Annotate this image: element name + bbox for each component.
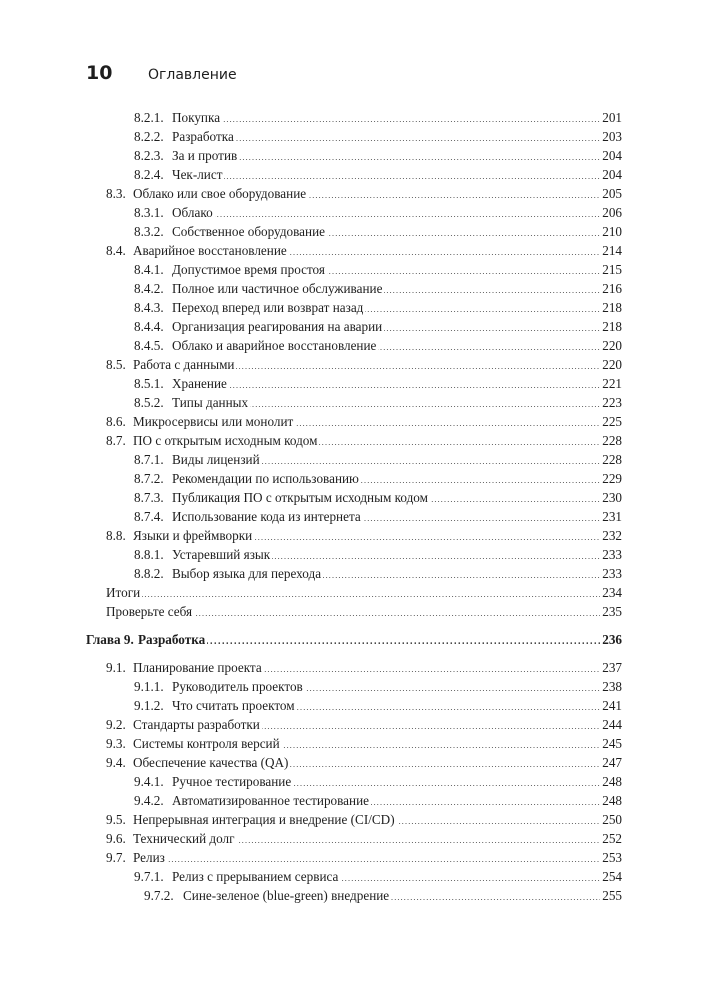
entry-number: 8.8.1.: [134, 547, 164, 562]
leader-dots: [172, 203, 600, 222]
entry-title: ПО с открытым исходным кодом: [133, 433, 318, 448]
leader-dots: [172, 165, 600, 184]
entry-page: 233: [602, 566, 622, 581]
toc-entry[interactable]: [0, 146, 708, 165]
toc-entry[interactable]: [0, 355, 708, 374]
toc-entry[interactable]: [0, 165, 708, 184]
entry-number: 9.7.: [106, 850, 126, 865]
entry-page: 228: [602, 452, 622, 467]
entry-number: 8.3.1.: [134, 205, 164, 220]
entry-page: 228: [602, 433, 622, 448]
entry-title: Итоги: [106, 585, 141, 600]
leader-dots: [106, 583, 600, 602]
entry-title: Ручное тестирование: [172, 774, 292, 789]
leader-dots: [172, 374, 600, 393]
toc-entry[interactable]: [0, 469, 708, 488]
toc-entry[interactable]: [0, 772, 708, 791]
entry-title: Облако и аварийное восстановление: [172, 338, 377, 353]
toc-entry[interactable]: [0, 829, 708, 848]
entry-page: 235: [602, 604, 622, 619]
entry-title: Стандарты разработки: [133, 717, 260, 732]
entry-title: За и против: [172, 148, 238, 163]
toc-entry-self-check[interactable]: [0, 602, 708, 621]
toc-entry[interactable]: [0, 260, 708, 279]
entry-number: 8.7.2.: [134, 471, 164, 486]
entry-number: 8.7.3.: [134, 490, 164, 505]
entry-title: Облако: [172, 205, 213, 220]
entry-title: Что считать проектом: [172, 698, 295, 713]
entry-page: 237: [602, 660, 622, 675]
entry-page: 225: [602, 414, 622, 429]
toc-entry[interactable]: [0, 203, 708, 222]
toc-entry[interactable]: [0, 507, 708, 526]
entry-title: Покупка: [172, 110, 221, 125]
leader-dots: [133, 848, 600, 867]
entry-page: 241: [602, 698, 622, 713]
toc-entry[interactable]: [0, 184, 708, 203]
toc-entry[interactable]: [0, 393, 708, 412]
entry-page: 210: [602, 224, 622, 239]
entry-number: 8.8.2.: [134, 566, 164, 581]
entry-page: 234: [602, 585, 622, 600]
entry-number: 8.8.: [106, 528, 126, 543]
entry-number: 8.4.4.: [134, 319, 164, 334]
entry-title: Непрерывная интеграция и внедрение (CI/CD): [133, 812, 395, 827]
toc-entry[interactable]: [0, 886, 708, 905]
toc-entry[interactable]: [0, 374, 708, 393]
entry-title: Сине-зеленое (blue-green) внедрение: [183, 888, 390, 903]
entry-title: Обеспечение качества (QA): [133, 755, 289, 770]
entry-title: Системы контроля версий: [133, 736, 280, 751]
entry-number: 8.4.1.: [134, 262, 164, 277]
page-number: 10: [86, 62, 113, 84]
entry-number: 8.3.2.: [134, 224, 164, 239]
entry-number: 9.3.: [106, 736, 126, 751]
entry-title: Руководитель проектов: [172, 679, 303, 694]
toc-entry[interactable]: [0, 715, 708, 734]
entry-title: Автоматизированное тестирование: [172, 793, 370, 808]
entry-page: 204: [602, 167, 622, 182]
entry-number: 9.1.: [106, 660, 126, 675]
entry-page: 250: [602, 812, 622, 827]
running-title: Оглавление: [148, 67, 237, 83]
entry-title: Релиз: [133, 850, 165, 865]
entry-page: 254: [602, 869, 622, 884]
entry-page: 220: [602, 338, 622, 353]
entry-page: 245: [602, 736, 622, 751]
entry-page: 206: [602, 205, 622, 220]
entry-page: 247: [602, 755, 622, 770]
leader-dots: [138, 627, 600, 652]
entry-number: 8.6.: [106, 414, 126, 429]
entry-number: 8.7.4.: [134, 509, 164, 524]
entry-number: 8.7.1.: [134, 452, 164, 467]
entry-number: 8.2.4.: [134, 167, 164, 182]
toc-entry[interactable]: [0, 658, 708, 677]
toc-entry[interactable]: [0, 564, 708, 583]
entry-title: Аварийное восстановление: [133, 243, 287, 258]
entry-page: 238: [602, 679, 622, 694]
entry-number: 9.4.: [106, 755, 126, 770]
entry-page: 204: [602, 148, 622, 163]
toc-entry[interactable]: [0, 108, 708, 127]
chapter-title: Разработка: [138, 627, 207, 652]
entry-title: Разработка: [172, 129, 234, 144]
entry-page: 215: [602, 262, 622, 277]
entry-page: 255: [602, 888, 622, 903]
entry-number: 9.7.1.: [134, 869, 164, 884]
entry-title: Работа с данными: [133, 357, 235, 372]
entry-number: 8.5.1.: [134, 376, 164, 391]
entry-title: Рекомендации по использованию: [172, 471, 359, 486]
entry-number: 9.1.1.: [134, 679, 164, 694]
toc-entry[interactable]: [0, 677, 708, 696]
entry-title: Чек-лист: [172, 167, 223, 182]
toc-entry[interactable]: [0, 734, 708, 753]
entry-page: 248: [602, 774, 622, 789]
entry-title: Устаревший язык: [172, 547, 271, 562]
entry-title: Полное или частичное обслуживание: [172, 281, 383, 296]
toc-entry[interactable]: [0, 791, 708, 810]
entry-title: Организация реагирования на аварии: [172, 319, 383, 334]
toc-entry[interactable]: [0, 867, 708, 886]
entry-title: Собственное оборудование: [172, 224, 325, 239]
entry-number: 8.2.2.: [134, 129, 164, 144]
entry-number: 8.4.: [106, 243, 126, 258]
entry-page: 248: [602, 793, 622, 808]
leader-dots: [172, 127, 600, 146]
entry-title: Облако или свое оборудование: [133, 186, 307, 201]
entry-number: 8.2.3.: [134, 148, 164, 163]
entry-page: 221: [602, 376, 622, 391]
entry-number: 8.4.2.: [134, 281, 164, 296]
table-of-contents: [0, 108, 708, 905]
entry-number: 8.2.1.: [134, 110, 164, 125]
entry-number: 9.4.2.: [134, 793, 164, 808]
toc-entry[interactable]: [0, 298, 708, 317]
entry-number: 9.4.1.: [134, 774, 164, 789]
entry-title: Публикация ПО с открытым исходным кодом: [172, 490, 428, 505]
entry-page: 201: [602, 110, 622, 125]
entry-page: 205: [602, 186, 622, 201]
entry-page: 214: [602, 243, 622, 258]
entry-title: Технический долг: [133, 831, 235, 846]
entry-page: 220: [602, 357, 622, 372]
entry-title: Хранение: [172, 376, 227, 391]
entry-number: 8.7.: [106, 433, 126, 448]
toc-entry[interactable]: [0, 127, 708, 146]
entry-title: Проверьте себя: [106, 604, 193, 619]
entry-number: 9.5.: [106, 812, 126, 827]
entry-page: 233: [602, 547, 622, 562]
entry-page: 216: [602, 281, 622, 296]
entry-page: 229: [602, 471, 622, 486]
toc-entry[interactable]: [0, 317, 708, 336]
entry-title: Выбор языка для перехода: [172, 566, 322, 581]
entry-title: Типы данных: [172, 395, 249, 410]
entry-number: 8.4.3.: [134, 300, 164, 315]
entry-page: 244: [602, 717, 622, 732]
toc-entry[interactable]: [0, 450, 708, 469]
toc-entry[interactable]: [0, 526, 708, 545]
entry-page: 252: [602, 831, 622, 846]
entry-page: 218: [602, 300, 622, 315]
entry-title: Допустимое время простоя: [172, 262, 325, 277]
entry-number: 8.4.5.: [134, 338, 164, 353]
entry-title: Релиз с прерыванием сервиса: [172, 869, 339, 884]
entry-title: Использование кода из интернета: [172, 509, 361, 524]
entry-page: 223: [602, 395, 622, 410]
entry-title: Планирование проекта: [133, 660, 262, 675]
entry-number: 9.1.2.: [134, 698, 164, 713]
toc-entry[interactable]: [0, 696, 708, 715]
entry-number: 8.5.: [106, 357, 126, 372]
entry-page: 232: [602, 528, 622, 543]
chapter-page: 236: [600, 627, 622, 652]
entry-page: 230: [602, 490, 622, 505]
toc-entry[interactable]: [0, 431, 708, 450]
entry-page: 218: [602, 319, 622, 334]
toc-entry[interactable]: [0, 753, 708, 772]
toc-entry[interactable]: [0, 848, 708, 867]
toc-entry[interactable]: [0, 222, 708, 241]
page-header: [86, 62, 237, 84]
toc-chapter-entry[interactable]: [0, 627, 708, 652]
toc-entry[interactable]: [0, 545, 708, 564]
entry-title: Языки и фреймворки: [133, 528, 253, 543]
toc-entry-summary[interactable]: [0, 583, 708, 602]
toc-entry[interactable]: [0, 412, 708, 431]
entry-number: 9.7.2.: [144, 888, 174, 903]
toc-entry[interactable]: [0, 488, 708, 507]
leader-dots: [172, 108, 600, 127]
entry-page: 203: [602, 129, 622, 144]
entry-number: 8.5.2.: [134, 395, 164, 410]
entry-title: Переход вперед или возврат назад: [172, 300, 364, 315]
entry-page: 253: [602, 850, 622, 865]
entry-title: Виды лицензий: [172, 452, 260, 467]
entry-number: 9.2.: [106, 717, 126, 732]
toc-entry[interactable]: [0, 279, 708, 298]
entry-page: 231: [602, 509, 622, 524]
entry-title: Микросервисы или монолит: [133, 414, 294, 429]
toc-entry[interactable]: [0, 336, 708, 355]
entry-number: 9.6.: [106, 831, 126, 846]
chapter-number: Глава 9.: [86, 632, 134, 647]
toc-entry[interactable]: [0, 810, 708, 829]
toc-entry[interactable]: [0, 241, 708, 260]
entry-number: 8.3.: [106, 186, 126, 201]
